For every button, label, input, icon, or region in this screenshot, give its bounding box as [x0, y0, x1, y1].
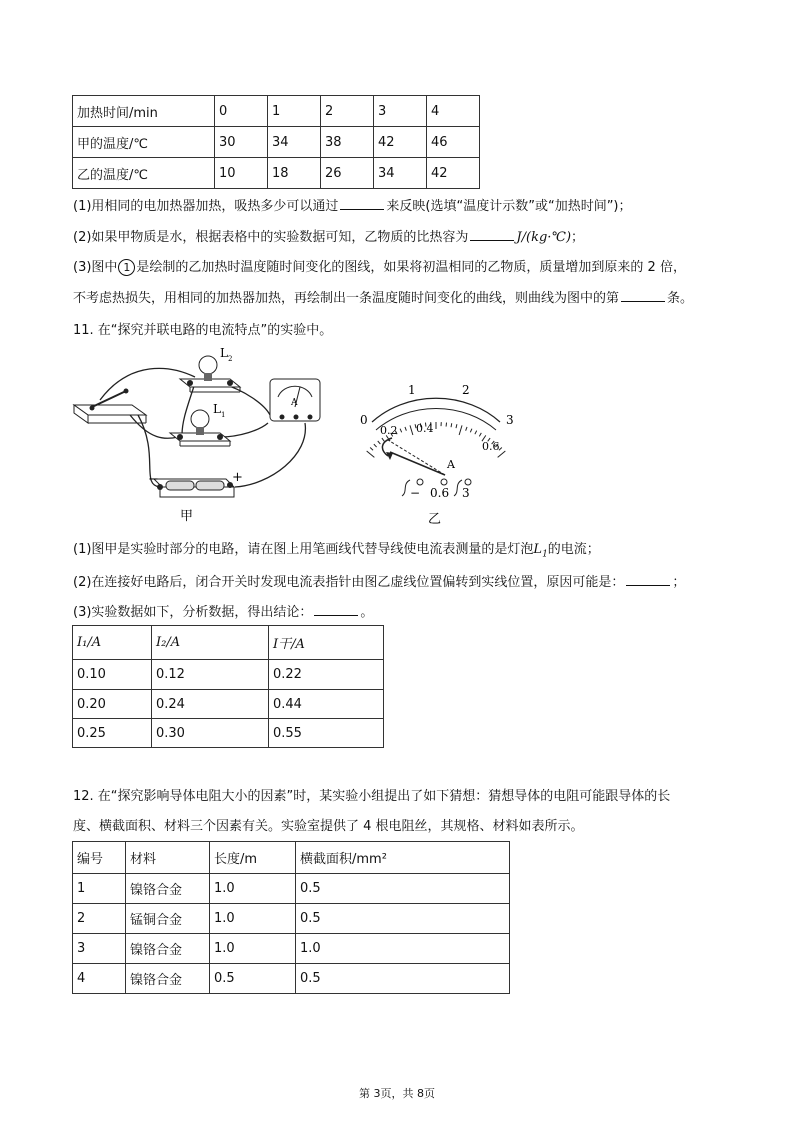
- table-cell: 1.0: [210, 874, 296, 904]
- bulb-l2-icon: [180, 346, 240, 392]
- q10-part1: (1)用相同的电加热器加热，吸热多少可以通过 来反映(选填“温度计示数”或“加热时间”)；: [73, 199, 632, 214]
- answer-blank[interactable]: [340, 197, 384, 210]
- table-cell: 0.22: [269, 660, 384, 690]
- answer-blank[interactable]: [621, 289, 665, 302]
- table-cell: 4: [73, 964, 126, 994]
- table-cell: 0.5: [296, 874, 510, 904]
- battery-icon: [148, 470, 243, 497]
- svg-text:0.6: 0.6: [430, 486, 450, 500]
- table-cell: 0.5: [296, 904, 510, 934]
- resistance-wire-table: [72, 841, 510, 994]
- table-cell: 0.5: [296, 964, 510, 994]
- svg-text:2: 2: [462, 383, 470, 397]
- table-cell: 1.0: [296, 934, 510, 964]
- table-cell: 甲的温度/℃: [73, 127, 215, 158]
- dial-tick: [456, 424, 457, 428]
- dial-tick: [459, 425, 462, 435]
- table-header: 材料: [126, 842, 210, 874]
- dial-tick: [470, 429, 472, 433]
- table-cell: 0.24: [152, 690, 269, 719]
- q11-part2: (2)在连接好电路后，闭合开关时发现电流表指针由图乙虚线位置偏转到实线位置，原因可能是： ；: [73, 575, 686, 590]
- table-cell: 26: [321, 158, 374, 189]
- table-cell: 0: [215, 96, 268, 127]
- svg-text:+: +: [232, 470, 243, 485]
- table-header: 长度/m: [210, 842, 296, 874]
- svg-text:L: L: [213, 402, 221, 416]
- q12-line2: 度、横截面积、材料三个因素有关。实验室提供了 4 根电阻丝，其规格、材料如表所示。: [73, 819, 584, 834]
- q11-part3: (3)实验数据如下，分析数据，得出结论： 。: [73, 605, 374, 620]
- dial-tick: [475, 431, 477, 435]
- current-table: [72, 625, 384, 748]
- figure-label-jia: 甲: [180, 509, 194, 524]
- table-cell: 42: [374, 127, 427, 158]
- svg-text:A: A: [447, 458, 455, 471]
- table-cell: 38: [321, 127, 374, 158]
- answer-blank[interactable]: [470, 228, 514, 241]
- table-header: 编号: [73, 842, 126, 874]
- table-cell: 0.20: [73, 690, 152, 719]
- figure-label-yi: 乙: [428, 512, 442, 527]
- svg-text:0: 0: [360, 413, 368, 427]
- dial-tick: [367, 451, 375, 457]
- svg-text:1: 1: [221, 411, 226, 419]
- dial-tick: [451, 423, 452, 427]
- q10-part2: (2)如果甲物质是水，根据表格中的实验数据可知，乙物质的比热容为 J/(kg·℃)；: [73, 230, 585, 245]
- table-cell: 0.12: [152, 660, 269, 690]
- svg-text:2: 2: [228, 355, 233, 363]
- answer-blank[interactable]: [314, 603, 358, 616]
- q10-part3-cont: 不考虑热损失，用相同的加热器加热，再绘制出一条温度随时间变化的曲线，则曲线为图中的第 条。: [73, 291, 694, 306]
- svg-text:0.6: 0.6: [482, 440, 500, 453]
- table-cell: 1: [73, 874, 126, 904]
- dial-tick: [466, 427, 467, 431]
- table-cell: 1.0: [210, 934, 296, 964]
- dial-tick: [382, 438, 384, 441]
- table-header: I干/A: [269, 626, 384, 660]
- table-cell: 1.0: [210, 904, 296, 934]
- switch-icon: [74, 389, 146, 424]
- table-cell: 锰铜合金: [126, 904, 210, 934]
- table-cell: 加热时间/min: [73, 96, 215, 127]
- table-cell: 34: [374, 158, 427, 189]
- temperature-table: [72, 95, 480, 189]
- dial-tick: [378, 441, 381, 444]
- table-cell: 0.5: [210, 964, 296, 994]
- svg-text:0.4: 0.4: [416, 422, 434, 435]
- q10-part3: (3)图中 1 是绘制的乙加热时温度随时间变化的图线，如果将初温相同的乙物质，质量增加到原来的 2 倍，: [73, 260, 686, 275]
- dial-tick: [410, 425, 413, 435]
- q11-part1: (1)图甲是实验时部分的电路，请在图上用笔画线代替导线使电流表测量的是灯泡$L_1$的电流；: [73, 542, 600, 560]
- table-header: 横截面积/mm²: [296, 842, 510, 874]
- table-cell: 2: [321, 96, 374, 127]
- table-cell: 乙的温度/℃: [73, 158, 215, 189]
- svg-text:L: L: [220, 346, 228, 360]
- bulb-l1-icon: [170, 402, 230, 446]
- table-cell: 0.30: [152, 719, 269, 748]
- circled-number: 1: [118, 259, 135, 276]
- page-footer: 第 3页，共 8页: [359, 1087, 435, 1100]
- ammeter-icon: [270, 379, 320, 421]
- dial-tick: [479, 433, 481, 436]
- svg-text:3: 3: [506, 413, 514, 427]
- dial-tick: [400, 429, 402, 433]
- svg-text:0.2: 0.2: [380, 424, 398, 437]
- table-cell: 0.55: [269, 719, 384, 748]
- q12-line1: 12. 在“探究影响导体电阻大小的因素”时，某实验小组提出了如下猜想：猜想导体的电阻可能跟导体的长: [73, 789, 671, 804]
- table-cell: 42: [427, 158, 480, 189]
- table-header: I₁/A: [73, 626, 152, 660]
- q11-title: 11. 在“探究并联电路的电流特点”的实验中。: [73, 323, 333, 338]
- table-cell: 镍铬合金: [126, 964, 210, 994]
- table-cell: 镍铬合金: [126, 874, 210, 904]
- table-header: I₂/A: [152, 626, 269, 660]
- table-cell: 46: [427, 127, 480, 158]
- svg-text:3: 3: [462, 486, 470, 500]
- ammeter-dial-figure: [350, 380, 520, 528]
- table-cell: 10: [215, 158, 268, 189]
- table-cell: 镍铬合金: [126, 934, 210, 964]
- circuit-figure: [70, 345, 330, 525]
- dial-tick: [370, 447, 373, 450]
- answer-blank[interactable]: [626, 573, 670, 586]
- table-cell: 1: [268, 96, 321, 127]
- svg-text:−: −: [148, 472, 159, 487]
- svg-text:−: −: [410, 486, 421, 500]
- table-cell: 18: [268, 158, 321, 189]
- svg-text:A: A: [291, 398, 298, 408]
- table-cell: 0.25: [73, 719, 152, 748]
- dial-tick: [405, 427, 406, 431]
- svg-text:1: 1: [408, 383, 416, 397]
- table-cell: 3: [73, 934, 126, 964]
- table-cell: 0.44: [269, 690, 384, 719]
- table-cell: 30: [215, 127, 268, 158]
- table-cell: 0.10: [73, 660, 152, 690]
- dial-tick: [374, 444, 377, 447]
- table-cell: 34: [268, 127, 321, 158]
- table-cell: 2: [73, 904, 126, 934]
- table-cell: 3: [374, 96, 427, 127]
- table-cell: 4: [427, 96, 480, 127]
